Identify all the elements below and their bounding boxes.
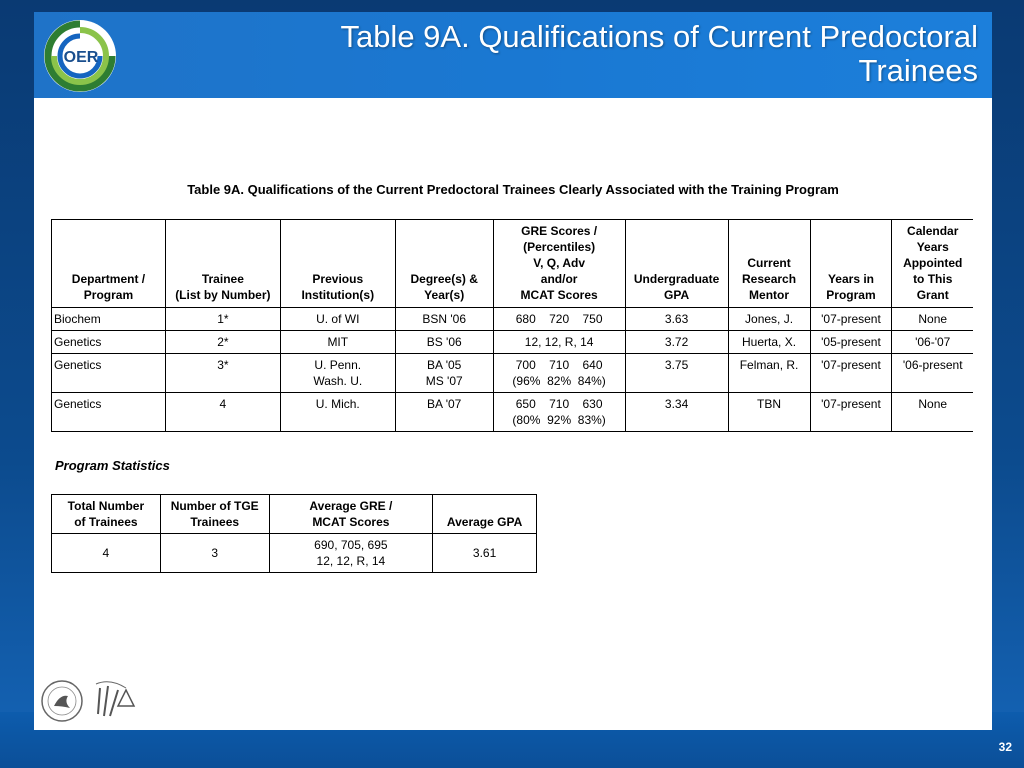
header-bar [34, 12, 992, 98]
cell-years: '05-present [810, 331, 892, 354]
stats-gre: 690, 705, 695 12, 12, R, 14 [269, 534, 433, 573]
col-header-department: Department / Program [52, 220, 166, 308]
cell-trainee: 3* [165, 354, 280, 393]
col-header-appointed: Calendar Years Appointed to This Grant [892, 220, 973, 308]
col-header-trainee: Trainee (List by Number) [165, 220, 280, 308]
cell-appointed: '06-'07 [892, 331, 973, 354]
cell-institution: MIT [280, 331, 395, 354]
cell-degree: BS '06 [395, 331, 493, 354]
stats-row [52, 534, 537, 573]
stats-header-gre: Average GRE / MCAT Scores [269, 495, 433, 534]
cell-mentor: Huerta, X. [728, 331, 810, 354]
stats-gpa: 3.61 [433, 534, 537, 573]
cell-institution: U. of WI [280, 308, 395, 331]
cell-gre: 12, 12, R, 14 [493, 331, 625, 354]
oer-logo-icon [40, 16, 120, 96]
hhs-nih-seals-icon [40, 676, 140, 726]
cell-degree: BA '07 [395, 393, 493, 432]
table-header-row [52, 220, 974, 308]
slide-title: Table 9A. Qualifications of Current Predoctoral Trainees [340, 19, 978, 88]
cell-mentor: TBN [728, 393, 810, 432]
col-header-institution: Previous Institution(s) [280, 220, 395, 308]
col-header-gpa: Undergraduate GPA [625, 220, 728, 308]
table-row [52, 354, 974, 393]
cell-gpa: 3.34 [625, 393, 728, 432]
cell-degree: BA '05 MS '07 [395, 354, 493, 393]
col-header-years: Years in Program [810, 220, 892, 308]
cell-trainee: 4 [165, 393, 280, 432]
cell-gre: 650 710 630 (80% 92% 83%) [493, 393, 625, 432]
cell-years: '07-present [810, 393, 892, 432]
cell-appointed: None [892, 393, 973, 432]
cell-gpa: 3.63 [625, 308, 728, 331]
stats-total: 4 [52, 534, 161, 573]
cell-department: Genetics [52, 354, 166, 393]
cell-mentor: Felman, R. [728, 354, 810, 393]
svg-text:OER: OER [63, 49, 99, 66]
cell-trainee: 2* [165, 331, 280, 354]
stats-header-tge: Number of TGE Trainees [160, 495, 269, 534]
table-row [52, 393, 974, 432]
program-statistics-title: Program Statistics [55, 458, 170, 473]
cell-institution: U. Penn. Wash. U. [280, 354, 395, 393]
col-header-mentor: Current Research Mentor [728, 220, 810, 308]
slide [34, 12, 992, 730]
cell-department: Biochem [52, 308, 166, 331]
cell-gpa: 3.72 [625, 331, 728, 354]
table-row [52, 308, 974, 331]
page-number: 32 [998, 740, 1012, 754]
cell-degree: BSN '06 [395, 308, 493, 331]
stats-header-row [52, 495, 537, 534]
cell-gre: 700 710 640 (96% 82% 84%) [493, 354, 625, 393]
cell-appointed: None [892, 308, 973, 331]
cell-institution: U. Mich. [280, 393, 395, 432]
cell-gre: 680 720 750 [493, 308, 625, 331]
cell-years: '07-present [810, 308, 892, 331]
col-header-degree: Degree(s) & Year(s) [395, 220, 493, 308]
table-row [52, 331, 974, 354]
cell-department: Genetics [52, 393, 166, 432]
cell-years: '07-present [810, 354, 892, 393]
stats-header-gpa: Average GPA [433, 495, 537, 534]
cell-appointed: '06-present [892, 354, 973, 393]
table-caption: Table 9A. Qualifications of the Current Predoctoral Trainees Clearly Associated with the Training Program [187, 182, 839, 197]
statistics-table [51, 494, 537, 573]
stats-header-total: Total Number of Trainees [52, 495, 161, 534]
col-header-gre: GRE Scores / (Percentiles) V, Q, Adv and/or MCAT Scores [493, 220, 625, 308]
cell-gpa: 3.75 [625, 354, 728, 393]
trainee-table [51, 219, 973, 432]
cell-trainee: 1* [165, 308, 280, 331]
cell-mentor: Jones, J. [728, 308, 810, 331]
cell-department: Genetics [52, 331, 166, 354]
stats-tge: 3 [160, 534, 269, 573]
